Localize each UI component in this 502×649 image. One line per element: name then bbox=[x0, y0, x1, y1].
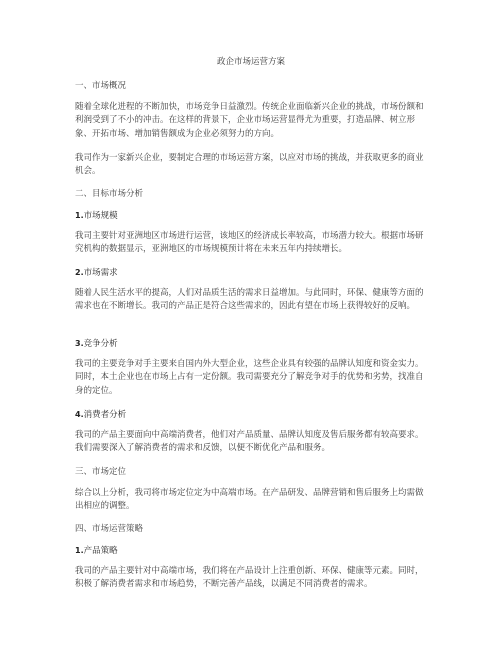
subheading-text: 产品策略 bbox=[83, 546, 118, 556]
section-heading-market-overview: 一、市场概况 bbox=[75, 81, 127, 91]
subheading-market-demand bbox=[75, 266, 431, 280]
subheading-number: 1. bbox=[75, 546, 84, 555]
paragraph-product-strategy: 我司的产品主要针对中高端市场，我们将在产品设计上注重创新、环保、健康等元素。同时，积极了解消费者需求和市场趋势，不断完善产品线，以满足不同消费者的需求。 bbox=[75, 566, 424, 590]
paragraph-market-demand: 随着人民生活水平的提高，人们对品质生活的需求日益增加。与此同时，环保、健康等方面的需求也在不断增长。我司的产品正是符合这些需求的，因此有望在市场上获得较好的反响。 bbox=[75, 288, 424, 312]
subheading-competition bbox=[75, 337, 431, 351]
paragraph-competition: 我司的主要竞争对手主要来自国内外大型企业，这些企业具有较强的品牌认知度和资金实力。同时，本土企业也在市场上占有一定份额。我司需要充分了解竞争对手的优势和劣势，找准自身的定位。 bbox=[75, 359, 424, 396]
section-heading-strategy: 四、市场运营策略 bbox=[75, 524, 144, 534]
paragraph-consumer: 我司的产品主要面向中高端消费者，他们对产品质量、品牌认知度及售后服务都有较高要求。我们需要深入了解消费者的需求和反馈，以便不断优化产品和服务。 bbox=[75, 430, 424, 454]
subheading-number: 3. bbox=[75, 339, 84, 348]
subheading-number: 2. bbox=[75, 268, 84, 277]
subheading-text: 市场需求 bbox=[83, 268, 118, 278]
document-title: 政企市场运营方案 bbox=[216, 57, 285, 67]
paragraph-market-size: 我司主要针对亚洲地区市场进行运营，该地区的经济成长率较高，市场潜力较大。根据市场研究机构的数据显示，亚洲地区的市场规模预计将在未来五年内持续增长。 bbox=[75, 231, 424, 255]
subheading-number: 4. bbox=[75, 410, 84, 419]
section-heading-target-market: 二、目标市场分析 bbox=[75, 189, 144, 199]
subheading-text: 消费者分析 bbox=[83, 410, 127, 420]
subheading-text: 市场规模 bbox=[83, 211, 118, 221]
subheading-consumer bbox=[75, 408, 431, 422]
subheading-product-strategy bbox=[75, 544, 431, 558]
paragraph-positioning: 综合以上分析，我司将市场定位定为中高端市场。在产品研发、品牌营销和售后服务上均需做出相应的调整。 bbox=[75, 488, 424, 512]
section-heading-positioning: 三、市场定位 bbox=[75, 467, 127, 477]
paragraph-company-intro: 我司作为一家新兴企业，要制定合理的市场运营方案，以应对市场的挑战，并获取更多的商业机会。 bbox=[75, 153, 424, 177]
subheading-market-size bbox=[75, 209, 431, 223]
paragraph-market-overview: 随着全球化进程的不断加快，市场竞争日益激烈。传统企业面临新兴企业的挑战，市场份额和利润受到了不小的冲击。在这样的背景下，企业市场运营显得尤为重要，打造品牌、树立形象、开拓市场、增加销售额成为企业必须努力的方向。 bbox=[75, 102, 424, 139]
subheading-text: 竞争分析 bbox=[83, 339, 118, 349]
subheading-number: 1. bbox=[75, 211, 84, 220]
